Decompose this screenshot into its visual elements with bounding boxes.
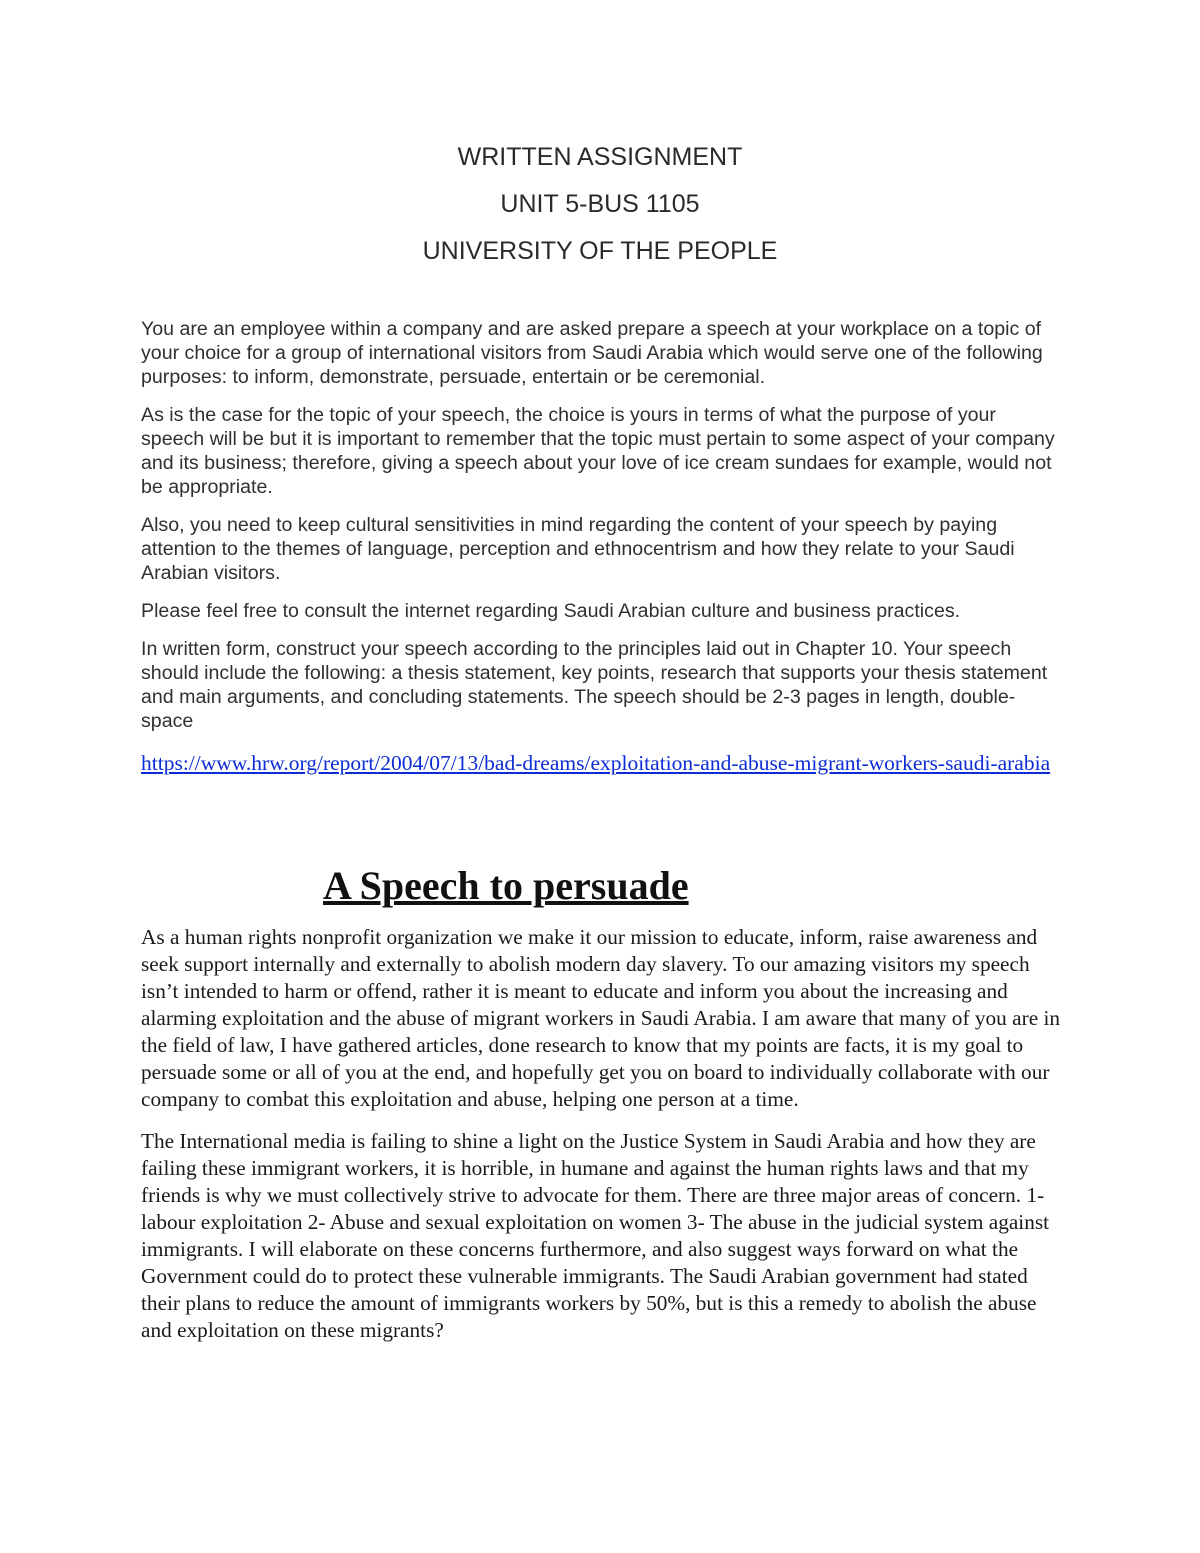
- header-course: UNIT 5-BUS 1105: [500, 190, 700, 218]
- prompt-paragraph: Please feel free to consult the internet regarding Saudi Arabian culture and business practices.: [141, 600, 961, 622]
- header-title: WRITTEN ASSIGNMENT: [457, 143, 743, 171]
- speech-title: A Speech to persuade: [323, 863, 689, 908]
- prompt-paragraph: You are an employee within a company and are asked prepare a speech at your workplace on a topic of your choice for a group of international visitors from Saudi Arabia which would serve one of the following purposes: to inform, demonstrate, persuade, entertain or be ceremonial.: [141, 318, 1043, 388]
- speech-paragraph: The International media is failing to shine a light on the Justice System in Saudi Arabia and how they are failing these immigrant workers, it is horrible, in humane and against the human rights laws and that my friends is why we must collectively strive to advocate for them. There are three major areas of concern. 1-labour exploitation 2- Abuse and sexual exploitation on women 3- The abuse in the judicial system against immigrants. I will elaborate on these concerns furthermore, and also suggest ways forward on what the Government could do to protect these vulnerable immigrants. The Saudi Arabian government had stated their plans to reduce the amount of immigrants workers by 50%, but is this a remedy to abolish the abuse and exploitation on these migrants?: [141, 1129, 1050, 1342]
- speech-body: [141, 924, 1061, 1359]
- prompt-paragraph: Also, you need to keep cultural sensitivities in mind regarding the content of your speech by paying attention to the themes of language, perception and ethnocentrism and how they relate to your Saudi Arabian visitors.: [141, 514, 1015, 584]
- reference-link[interactable]: https://www.hrw.org/report/2004/07/13/bad-dreams/exploitation-and-abuse-migrant-workers-saudi-arabia: [141, 751, 1051, 775]
- speech-paragraph: As a human rights nonprofit organization we make it our mission to educate, inform, raise awareness and seek support internally and externally to abolish modern day slavery. To our amazing visitors my speech isn’t intended to harm or offend, rather it is meant to educate and inform you about the increasing and alarming exploitation and the abuse of migrant workers in Saudi Arabia. I am aware that many of you are in the field of law, I have gathered articles, done research to know that my points are facts, it is my goal to persuade some or all of you at the end, and hopefully get you on board to individually collaborate with our company to combat this exploitation and abuse, helping one person at a time.: [141, 925, 1061, 1111]
- assignment-prompt: [141, 317, 1061, 747]
- prompt-paragraph: In written form, construct your speech according to the principles laid out in Chapter 10. Your speech should include the following: a thesis statement, key points, research that supports your thesis statement and main arguments, and concluding statements. The speech should be 2-3 pages in length, double-space: [141, 638, 1048, 732]
- reference-link-block: [141, 750, 1061, 777]
- prompt-paragraph: As is the case for the topic of your speech, the choice is yours in terms of what the purpose of your speech will be but it is important to remember that the topic must pertain to some aspect of your company and its business; therefore, giving a speech about your love of ice cream sundaes for example, would not be appropriate.: [141, 404, 1055, 498]
- assignment-header: [0, 140, 1200, 281]
- header-university: UNIVERSITY OF THE PEOPLE: [422, 237, 778, 265]
